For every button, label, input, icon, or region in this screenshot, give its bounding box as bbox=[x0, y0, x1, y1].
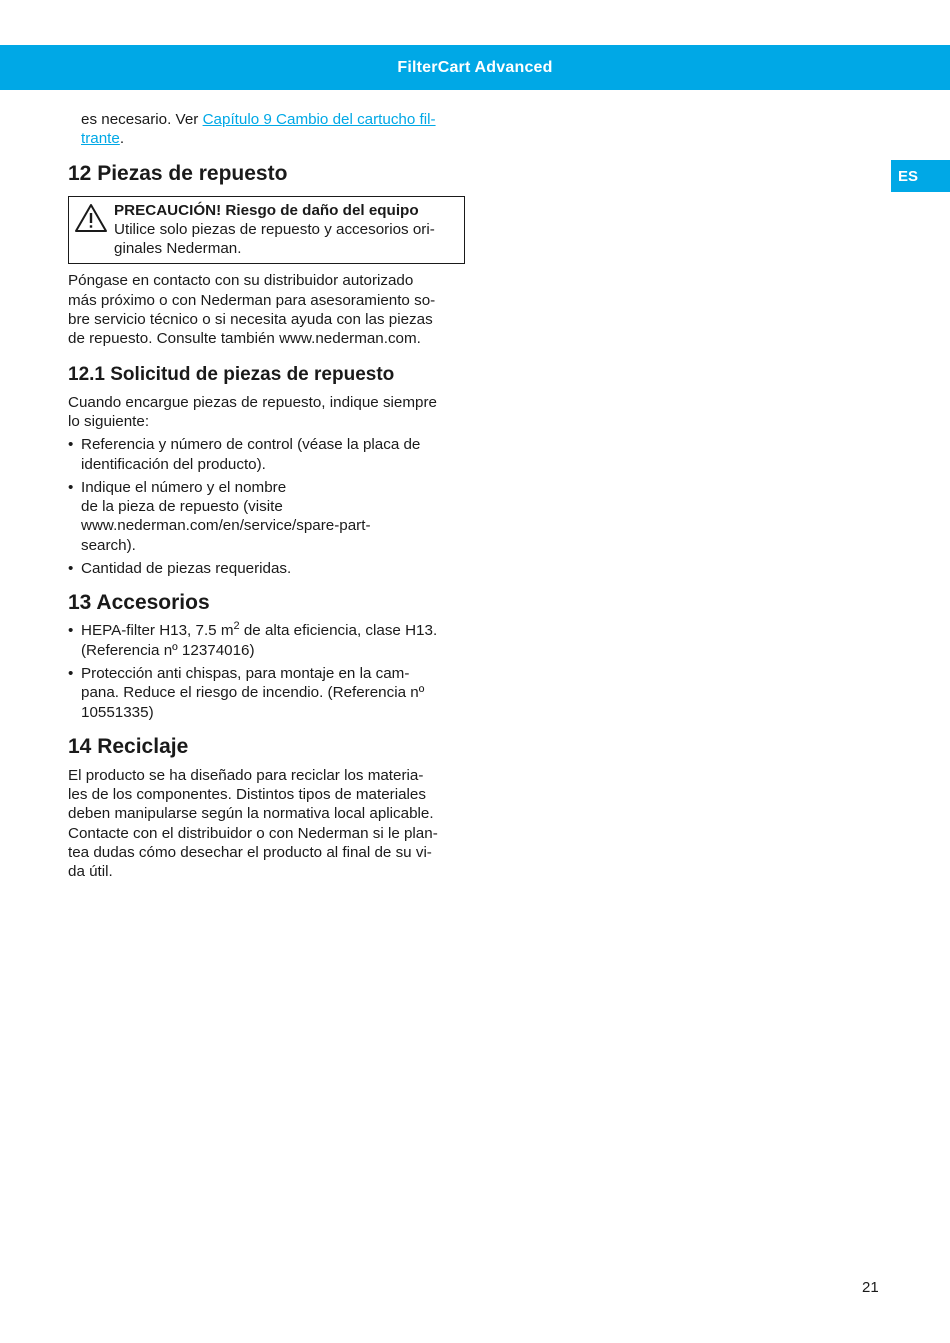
document-title: FilterCart Advanced bbox=[397, 58, 553, 76]
section-14-heading: 14 Reciclaje bbox=[68, 734, 189, 758]
header-bar bbox=[0, 45, 950, 90]
page-number: 21 bbox=[862, 1279, 879, 1296]
caution-title: PRECAUCIÓN! Riesgo de daño del equipo bbox=[114, 201, 419, 219]
list-item: • Indique el número y el nombre de la pieza de repuesto (visite www.nederman.com/en/service/spare-part- search). bbox=[68, 478, 371, 554]
page-content bbox=[68, 110, 468, 882]
list-item: • Referencia y número de control (véase la placa de identificación del producto). bbox=[68, 436, 421, 473]
section-13-heading: 13 Accesorios bbox=[68, 591, 210, 615]
order-bullet-list bbox=[68, 435, 468, 578]
section-12-1-heading: 12.1 Solicitud de piezas de repuesto bbox=[68, 363, 395, 385]
bullet-icon: • bbox=[68, 622, 74, 640]
bullet-icon: • bbox=[68, 560, 74, 578]
contact-paragraph: Póngase en contacto con su distribuidor autorizado más próximo o con Nederman para asesoramiento so- bre servicio técnico o si necesita ayuda con las piezas de repuesto. Consulte también www.nederman.com. bbox=[68, 272, 436, 348]
chapter-9-link[interactable]: Capítulo 9 Cambio del cartucho fil- trante bbox=[81, 111, 436, 148]
language-code: ES bbox=[898, 167, 919, 185]
bullet-icon: • bbox=[68, 436, 74, 454]
bullet-icon: • bbox=[68, 664, 74, 682]
order-paragraph: Cuando encargue piezas de repuesto, indique siempre lo siguiente: bbox=[68, 393, 437, 430]
list-item: • Cantidad de piezas requeridas. bbox=[68, 560, 292, 578]
caution-box bbox=[68, 196, 465, 265]
warning-triangle-icon bbox=[74, 203, 108, 233]
caution-text-line: ginales Nederman. bbox=[114, 240, 242, 258]
accessories-bullet-list bbox=[68, 621, 468, 721]
list-item: • HEPA-filter H13, 7.5 $m^2$ de alta eficiencia, clase H13. (Referencia nº 12374016) bbox=[68, 620, 438, 659]
recycling-paragraph: El producto se ha diseñado para reciclar los materia- les de los componentes. Distintos tipos de materiales deben manipularse según la normativa local aplicable. Contacte con el distribuidor o con Nederman si le plan- tea dudas cómo desechar el producto al final de su vi- da útil. bbox=[68, 766, 438, 881]
section-12-heading: 12 Piezas de repuesto bbox=[68, 161, 288, 185]
bullet-icon: • bbox=[68, 478, 74, 496]
list-item: • Protección anti chispas, para montaje en la cam- pana. Reduce el riesgo de incendio. (Referencia nº 10551335) bbox=[68, 664, 425, 721]
caution-text-line: Utilice solo piezas de repuesto y accesorios ori- bbox=[114, 220, 435, 238]
language-tab bbox=[891, 160, 950, 192]
intro-paragraph: es necesario. Ver Capítulo 9 Cambio del cartucho fil- trante. bbox=[81, 111, 436, 148]
